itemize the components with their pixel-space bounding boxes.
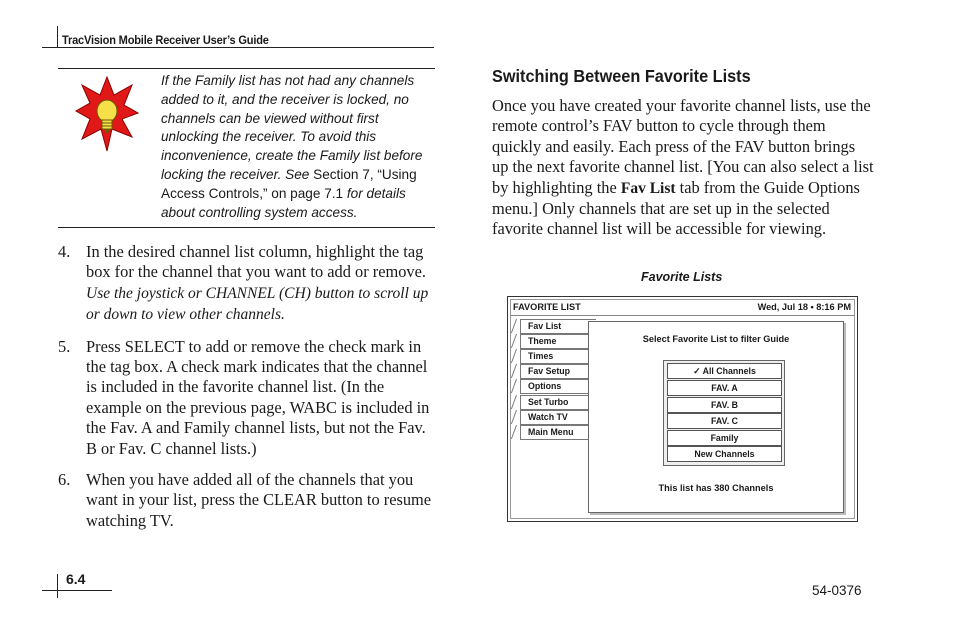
step-text: When you have added all of the channels that you want in your list, press the CLEAR button to resume watching TV. [86, 470, 432, 530]
panel-title: Select Favorite List to filter Guide [642, 334, 790, 344]
note-bottom-rule [58, 227, 435, 228]
note-italic-tail: for details about controlling system access. [161, 185, 406, 220]
tab-times[interactable]: Times [520, 349, 596, 364]
numbered-steps [58, 242, 433, 542]
section-heading: Switching Between Favorite Lists [492, 66, 751, 86]
option-new-channels[interactable]: New Channels [667, 446, 782, 462]
warning-lightbulb-icon [74, 75, 140, 153]
option-fav-b[interactable]: FAV. B [667, 397, 782, 413]
tab-theme[interactable]: Theme [520, 334, 596, 349]
favorite-list-screen [507, 296, 858, 522]
footer-rule [42, 590, 112, 591]
tab-main-menu[interactable]: Main Menu [520, 425, 596, 440]
header-crop-mark-vertical [57, 26, 58, 48]
section-paragraph [492, 96, 874, 240]
running-header-title: TracVision Mobile Receiver User’s Guide [62, 33, 269, 47]
note-top-rule [58, 68, 435, 69]
step-italic-text: Use the joystick or CHANNEL (CH) button to scroll up or down to view other channels. [86, 284, 429, 324]
step-item [58, 242, 433, 326]
step-text: Press SELECT to add or remove the check mark in the tag box. A check mark indicates that the channel is included in the favorite channel list. (In the example on the previous page, WABC is included in the Fav. A and Family channel lists, but not the Fav. B or Fav. C channel lists.) [86, 336, 430, 458]
option-family[interactable]: Family [667, 430, 782, 446]
fav-list-term: Fav List [620, 179, 676, 197]
channel-count-text: This list has 380 Channels [658, 483, 774, 493]
note-text [161, 72, 439, 222]
step-item [58, 337, 433, 459]
paragraph-text: Once you have created your favorite channel lists, use the remote control’s FAV button to cycle through them quickly and easily. Each press of the FAV button brings up the next favorite channel list. [You can also select a list by highlighting the [492, 96, 874, 197]
paragraph-text-continued: tab from the Guide Options menu.] Only channels that are set up in the selected favorite channel list will be accessible for viewing. [492, 177, 860, 239]
step-text: In the desired channel list column, highlight the tag box for the channel that you want to add or remove. [86, 242, 427, 282]
header-rule [42, 47, 434, 48]
note-section-reference: Section 7, “Using Access Controls,” on page 7.1 [161, 166, 417, 201]
favorite-list-panel [588, 321, 844, 513]
tab-fav-list[interactable]: Fav List [520, 319, 596, 334]
note-italic-text: If the Family list has not had any channels added to it, and the receiver is locked, no channels can be viewed without first unlocking the receiver. To avoid this inconvenience, create the Family list before locking the receiver. See [161, 73, 423, 182]
tab-fav-setup[interactable]: Fav Setup [520, 364, 596, 379]
step-item [58, 470, 433, 531]
option-all-channels[interactable]: ✓ All Channels [667, 363, 782, 379]
list-options [663, 360, 785, 466]
document-code: 54-0376 [812, 583, 862, 598]
step-number: 6. [58, 470, 71, 490]
tab-options[interactable]: Options [520, 379, 596, 394]
tab-set-turbo[interactable]: Set Turbo [520, 395, 596, 410]
page-number: 6.4 [66, 571, 86, 587]
screen-datetime: Wed, Jul 18 • 8:16 PM [757, 302, 851, 312]
figure-caption: Favorite Lists [641, 270, 723, 284]
option-fav-c[interactable]: FAV. C [667, 413, 782, 429]
option-fav-a[interactable]: FAV. A [667, 380, 782, 396]
footer-crop-mark-vertical [57, 574, 58, 598]
screen-title: FAVORITE LIST [513, 302, 581, 312]
screen-divider [511, 315, 854, 316]
step-number: 5. [58, 336, 71, 356]
step-number: 4. [58, 242, 71, 261]
tab-watch-tv[interactable]: Watch TV [520, 410, 596, 425]
